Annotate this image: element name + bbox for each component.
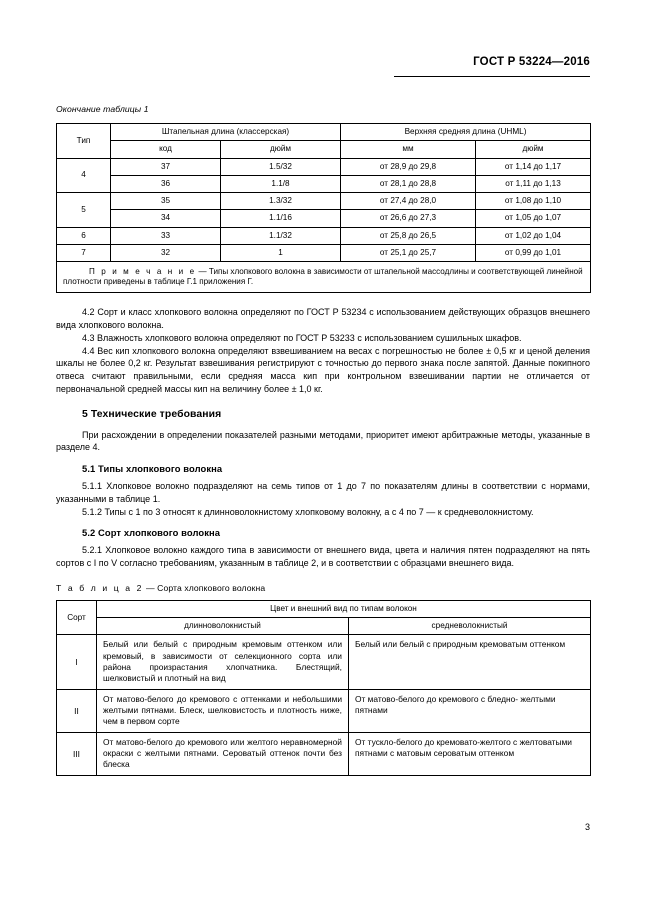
table-row [57,158,591,175]
table1-cell-uhml-inch: от 1,05 до 1,07 [476,210,591,227]
table1-cell-code: 35 [111,193,221,210]
table2-caption-label: Т а б л и ц а 2 [56,582,144,593]
clause-5-2-1 [56,544,590,570]
clause-5-1-2 [56,506,590,519]
clause-4-2-text: 4.2 Сорт и класс хлопкового волокна определяют по ГОСТ Р 53234 с использованием действующих образцов внешнего вида хлопкового волокна. [56,307,590,330]
table2-cell-medium-fiber: От тускло-белого до кремовато-желтого с желтоватыми пятнами с матовым сероватым оттенком [349,733,591,776]
section-5-2-heading: 5.2 Сорт хлопкового волокна [82,527,221,539]
clause-5-1-2-text: 5.1.2 Типы с 1 по 3 относят к длинноволокнистому хлопковому волокну, а с 4 по 7 — к средневолокнистому. [82,506,534,517]
page-number: 3 [584,822,590,832]
table1-header-code: код [111,141,221,158]
table-row [57,175,591,192]
table1-note-row [57,262,591,293]
table1-cell-code: 36 [111,175,221,192]
clause-4-4-text: 4.4 Вес кип хлопкового волокна определяют взвешиванием на весах с погрешностью не более ± 0,5 кг и ценой деления шкалы не более 0,2 кг. Результат взвешивания регистрируют с точностью до первого знака после запятой. Данные покипного отвеса считают правильными, если средняя масса кип при контрольном взвешивании партии не отличается от первоначальной средней массы кип на величину более ± 1,0 кг. [56,345,590,394]
table2-cell-medium-fiber: От матово-белого до кремового с бледно- желтыми пятнами [349,689,591,732]
table1-cell-code: 32 [111,244,221,261]
table2-cell-long-fiber: От матово-белого до кремового с оттенками и небольшими желтыми пятнами. Блеск, шелковистость и плотность ниже, чем в первом сорте [97,689,349,732]
table1-cell-type: 6 [57,227,111,244]
table-row [57,689,591,732]
table1-cell-code: 37 [111,158,221,175]
table1-cell-code: 34 [111,210,221,227]
table2-cell-long-fiber: От матово-белого до кремового или желтого неравномерной окраски с желтыми пятнами. Сероватый оттенок почти без блеска [97,733,349,776]
table1-note-text: — Типы хлопкового волокна в зависимости от штапельной массодлины и соответствующей линейной плотности приведены в таблице Г.1 приложения Г. [63,267,583,287]
table1-note-label: П р и м е ч а н и е [89,267,197,276]
table-row [57,210,591,227]
clause-4-2 [56,306,590,332]
table1-header-group-uhml: Верхняя средняя длина (UHML) [341,124,591,141]
table-2-cotton-fiber-grades [56,600,591,776]
table1-header-uhml-inch: дюйм [476,141,591,158]
table1-cell-uhml-inch: от 1,08 до 1,10 [476,193,591,210]
table1-cell-type: 4 [57,158,111,193]
table1-cell-inch: 1 [221,244,341,261]
table2-header-row-2 [57,618,591,635]
clause-4-3 [56,332,590,345]
table1-header-inch: дюйм [221,141,341,158]
table2-header-long-fiber: длинноволокнистый [97,618,349,635]
table2-cell-grade: II [57,689,97,732]
section-5-intro-text: При расхождении в определении показателей разными методами, приоритет имеют арбитражные методы, указанные в разделе 4. [56,429,590,453]
table-row [57,244,591,261]
table2-caption [56,583,590,593]
table2-cell-medium-fiber: Белый или белый с природным кремоватым оттенком [349,635,591,689]
table2-cell-long-fiber: Белый или белый с природным кремовым оттенком или кремовый, в зависимости от селекционного сорта или района произрастания хлопчатника. Блестящий, шелковистый и плотный на вид [97,635,349,689]
table1-cell-uhml-inch: от 0,99 до 1,01 [476,244,591,261]
header-rule [394,76,590,77]
document-standard-title: ГОСТ Р 53224—2016 [473,56,590,68]
clause-4-3-text: 4.3 Влажность хлопкового волокна определяют по ГОСТ Р 53233 с использованием сушильных шкафов. [82,332,522,343]
table1-cell-mm: от 25,1 до 25,7 [341,244,476,261]
table1-cell-mm: от 25,8 до 26,5 [341,227,476,244]
section-5-intro [56,429,590,455]
table1-cell-uhml-inch: от 1,11 до 1,13 [476,175,591,192]
table1-cell-code: 33 [111,227,221,244]
table-row [57,635,591,689]
table-row [57,193,591,210]
table1-cell-inch: 1.1/32 [221,227,341,244]
clause-5-2-1-text: 5.2.1 Хлопковое волокно каждого типа в зависимости от внешнего вида, цвета и наличия пятен подразделяют на пять сортов с I по V согласно требованиям, указанным в таблице 2, и в соответствии с образцами внешнего вида. [56,545,590,569]
table1-cell-type: 7 [57,244,111,261]
table1-header-group-staple-length: Штапельная длина (классерская) [111,124,341,141]
table1-cell-uhml-inch: от 1,02 до 1,04 [476,227,591,244]
table1-cell-mm: от 28,1 до 28,8 [341,175,476,192]
table-row [57,733,591,776]
clause-5-1-1 [56,480,590,506]
section-5-heading: 5 Технические требования [82,408,222,420]
clause-4-4 [56,345,590,396]
table2-header-group-color-appearance: Цвет и внешний вид по типам волокон [97,600,591,617]
table1-header-mm: мм [341,141,476,158]
table1-cell-uhml-inch: от 1,14 до 1,17 [476,158,591,175]
clause-5-1-1-text: 5.1.1 Хлопковое волокно подразделяют на семь типов от 1 до 7 по показателям длины в соответствии с нормами, указанными в таблице 1. [56,481,590,504]
page-content [56,104,590,776]
table1-cell-mm: от 28,9 до 29,8 [341,158,476,175]
table1-note [57,262,591,293]
table2-caption-text: — Сорта хлопкового волокна [143,582,266,593]
table2-header-grade: Сорт [57,600,97,635]
section-5-1-heading: 5.1 Типы хлопкового волокна [82,463,223,475]
table1-header-row-2 [57,141,591,158]
table1-cell-mm: от 26,6 до 27,3 [341,210,476,227]
table-row [57,227,591,244]
table2-header-row-1 [57,600,591,617]
table1-cell-inch: 1.1/8 [221,175,341,192]
table2-header-medium-fiber: средневолокнистый [349,618,591,635]
table1-header-row-1 [57,124,591,141]
table1-cell-mm: от 27,4 до 28,0 [341,193,476,210]
table1-cell-inch: 1.1/16 [221,210,341,227]
table2-cell-grade: III [57,733,97,776]
table1-cell-type: 5 [57,193,111,228]
table-1-cotton-fiber-types [56,123,591,293]
table1-caption: Окончание таблицы 1 [56,104,149,114]
table2-cell-grade: I [57,635,97,689]
table1-header-type: Тип [57,124,111,159]
table1-cell-inch: 1.5/32 [221,158,341,175]
table1-cell-inch: 1.3/32 [221,193,341,210]
